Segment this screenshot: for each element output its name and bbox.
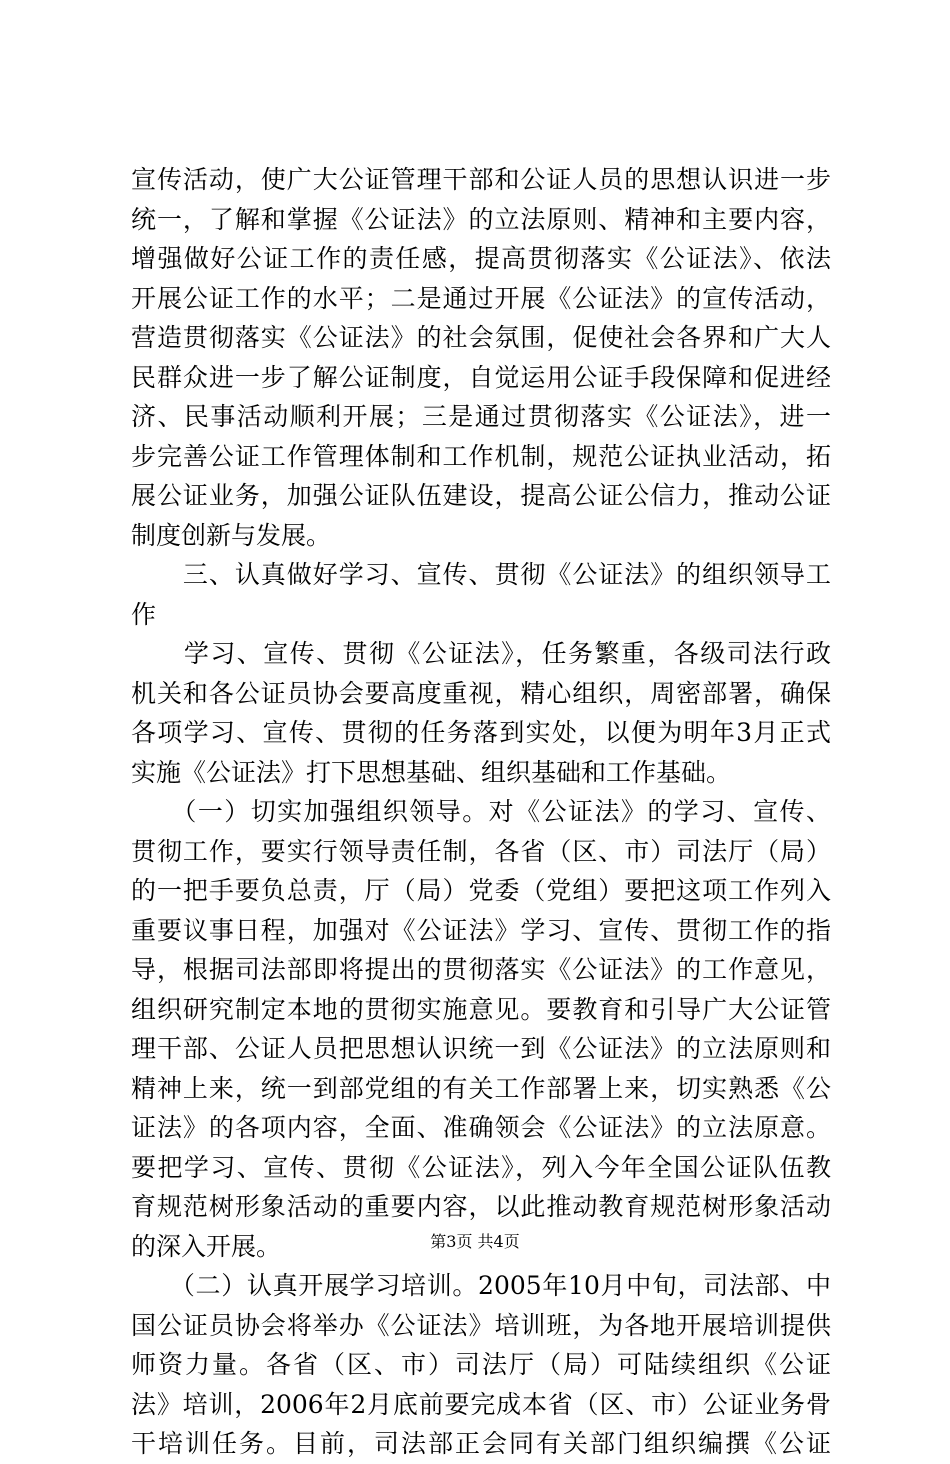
text-line: 的深入开展。 — [131, 1231, 282, 1261]
text-line: 开展公证工作的水平；二是通过开展《公证法》的宣传活动， — [131, 283, 831, 313]
page-footer — [0, 1232, 950, 1252]
paragraph — [131, 1266, 831, 1464]
text-line: （一）切实加强组织领导。对《公证法》的学习、宣传、 — [131, 797, 831, 826]
text-line: 各项学习、宣传、贯彻的任务落到实处，以便为明年3月正式 — [131, 718, 831, 747]
text-line: 机关和各公证员协会要高度重视，精心组织，周密部署，确保 — [131, 678, 831, 708]
text-line: 济、民事活动顺利开展；三是通过贯彻落实《公证法》，进一 — [131, 402, 831, 431]
text-line: 法》培训，2006年2月底前要完成本省（区、市）公证业务骨 — [131, 1389, 831, 1419]
text-line: 重要议事日程，加强对《公证法》学习、宣传、贯彻工作的指 — [131, 915, 831, 945]
text-line: 理干部、公证人员把思想认识统一到《公证法》的立法原则和 — [131, 1034, 831, 1063]
text-line: 三、认真做好学习、宣传、贯彻《公证法》的组织领导工 — [131, 560, 831, 589]
paragraph — [131, 555, 831, 634]
paragraph — [131, 634, 831, 792]
text-line: （二）认真开展学习培训。2005年10月中旬，司法部、中 — [131, 1271, 831, 1300]
text-line: 增强做好公证工作的责任感，提高贯彻落实《公证法》、依法 — [131, 244, 831, 273]
text-line: 要把学习、宣传、贯彻《公证法》，列入今年全国公证队伍教 — [131, 1152, 831, 1182]
text-line: 步完善公证工作管理体制和工作机制，规范公证执业活动，拓 — [131, 441, 831, 471]
paragraph — [131, 160, 831, 555]
text-line: 营造贯彻落实《公证法》的社会氛围，促使社会各界和广大人 — [131, 323, 831, 352]
text-line: 师资力量。各省（区、市）司法厅（局）可陆续组织《公证 — [131, 1350, 831, 1379]
text-line: 贯彻工作，要实行领导责任制，各省（区、市）司法厅（局） — [131, 836, 831, 866]
text-line: 民群众进一步了解公证制度，自觉运用公证手段保障和促进经 — [131, 362, 831, 392]
text-line: 展公证业务，加强公证队伍建设，提高公证公信力，推动公证 — [131, 481, 831, 510]
page-number: 第3页 共4页 — [430, 1232, 520, 1251]
text-line: 制度创新与发展。 — [131, 520, 332, 550]
text-line: 国公证员协会将举办《公证法》培训班，为各地开展培训提供 — [131, 1310, 831, 1340]
paragraph — [131, 792, 831, 1266]
text-line: 统一，了解和掌握《公证法》的立法原则、精神和主要内容， — [131, 204, 831, 234]
text-line: 实施《公证法》打下思想基础、组织基础和工作基础。 — [131, 757, 732, 787]
text-line: 证法》的各项内容，全面、准确领会《公证法》的立法原意。 — [131, 1113, 831, 1142]
text-line: 宣传活动，使广大公证管理干部和公证人员的思想认识进一步 — [131, 165, 831, 194]
text-line: 导，根据司法部即将提出的贯彻落实《公证法》的工作意见， — [131, 955, 831, 984]
text-line: 育规范树形象活动的重要内容，以此推动教育规范树形象活动 — [131, 1192, 831, 1221]
text-line: 学习、宣传、贯彻《公证法》，任务繁重，各级司法行政 — [131, 639, 831, 668]
text-line: 作 — [131, 599, 157, 629]
text-line: 精神上来，统一到部党组的有关工作部署上来，切实熟悉《公 — [131, 1073, 831, 1103]
text-line: 组织研究制定本地的贯彻实施意见。要教育和引导广大公证管 — [131, 994, 831, 1024]
text-line: 干培训任务。目前，司法部正会同有关部门组织编撰《公证 — [131, 1429, 831, 1458]
text-line: 的一把手要负总责，厅（局）党委（党组）要把这项工作列入 — [131, 876, 831, 905]
document-body — [131, 160, 831, 1464]
